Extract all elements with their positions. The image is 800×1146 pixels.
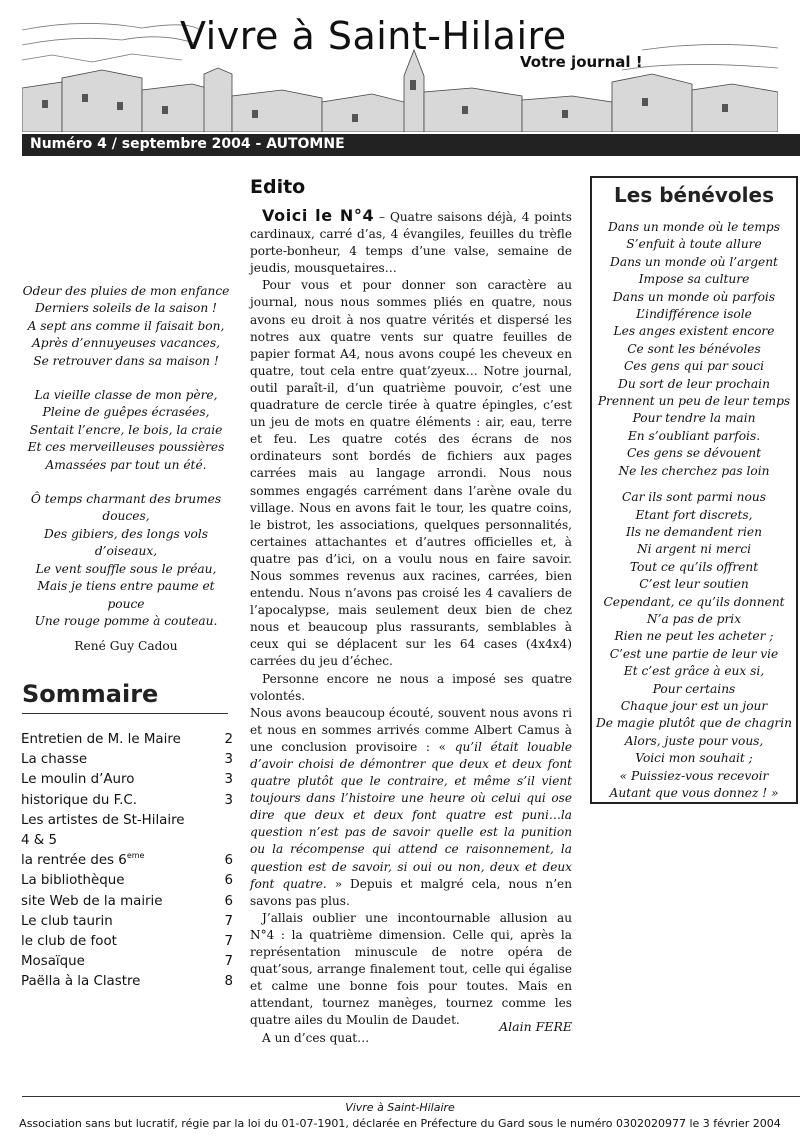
edito-signature: Alain FERE [499, 1019, 572, 1034]
poem-line: Se retrouver dans sa maison ! [33, 353, 219, 368]
toc-label: La chasse [21, 752, 88, 768]
toc-label: Le moulin d’Auro [21, 772, 135, 788]
poem-line: La vieille classe de mon père, [34, 388, 218, 403]
edito-body [250, 207, 572, 1047]
toc-label: le club de foot [21, 933, 117, 949]
footer-legal-notice: Association sans but lucratif, régie par la loi du 01-07-1901, déclarée en Préfecture du Gard sous le numéro 0302020977 le 3 février 2004 [19, 1117, 781, 1130]
toc-row[interactable] [21, 750, 233, 770]
poem-line: Voici mon souhait ; [635, 751, 753, 766]
poem-line: L’indifférence isole [636, 307, 752, 322]
poem-line: Dans un monde où le temps [608, 220, 780, 234]
toc-label-text: la rentrée des 6 [21, 853, 127, 869]
toc-row[interactable] [21, 730, 233, 750]
poem-line: Car ils sont parmi nous [622, 490, 766, 505]
sommaire-title: Sommaire [22, 680, 159, 708]
poem-stanza [20, 283, 232, 370]
poem-line: Autant que vous donnez ! » [609, 786, 779, 800]
edito-paragraph: Personne encore ne nous a imposé ses quatre volontés. [250, 671, 572, 703]
poem-line: Ils ne demandent rien [626, 524, 762, 539]
toc-page: 3 [224, 792, 233, 808]
footer-divider [22, 1096, 800, 1097]
poem-author: René Guy Cadou [74, 639, 178, 654]
poem-line: Chaque jour est un jour [620, 698, 768, 713]
toc-row[interactable] [21, 871, 233, 891]
poem-line: Des gibiers, des longs vols [43, 526, 209, 541]
poem-line: « Puissiez-vous recevoir [619, 768, 769, 783]
edito-paragraph [250, 207, 572, 277]
masthead-title: Vivre à Saint-Hilaire [180, 14, 567, 58]
toc-page: 3 [224, 752, 233, 768]
poem-line: Et ces merveilleuses poussières [27, 440, 225, 455]
toc-row[interactable] [21, 972, 233, 992]
poem-line: C’est leur soutien [639, 577, 749, 592]
poem-line: Rien ne peut les acheter ; [614, 629, 774, 644]
toc-label: Paëlla à la Clastre [21, 974, 141, 990]
poem-line: douces, [102, 509, 150, 524]
toc-row[interactable] [21, 952, 233, 972]
toc-label: historique du F.C. [21, 792, 137, 808]
edito-paragraph: J’allais oublier une incontournable allusion au N°4 : la quatrième dimension. Celle qui, après la représentation minuscule de notre opéra de quat’sous, arrange finalement tout, celle qui égalise et calme une bonne fois pour toutes. Mais en attendant, tournez manèges, tournez comme les quatre ailes du Moulin de Daudet. [250, 910, 572, 1028]
toc-row[interactable] [21, 811, 233, 831]
poem-line: Impose sa culture [638, 272, 750, 287]
benevoles-box [590, 176, 798, 804]
poem-line: C’est une partie de leur vie [609, 646, 779, 661]
poem-line: Ces gens se dévouent [626, 446, 762, 461]
toc-row[interactable] [21, 851, 233, 871]
toc-label: site Web de la mairie [21, 893, 163, 909]
table-of-contents [21, 730, 233, 992]
poem-line: Ces gens qui par souci [623, 359, 764, 374]
poem-line: Pleine de guêpes écrasées, [42, 405, 210, 420]
poem-line: Du sort de leur prochain [618, 376, 770, 391]
toc-row[interactable] [21, 831, 233, 851]
issue-label: Numéro 4 / septembre 2004 - AUTOMNE [30, 136, 345, 152]
toc-label: Entretien de M. le Maire [21, 732, 181, 747]
toc-page: 7 [224, 933, 233, 949]
poem-stanza [20, 491, 232, 630]
toc-row[interactable] [21, 932, 233, 952]
poem-line: Cependant, ce qu’ils donnent [603, 594, 785, 609]
poem-stanza [592, 219, 796, 480]
poem-line: Le vent souffle sous le préau, [35, 561, 217, 576]
benevoles-title: Les bénévoles [614, 183, 774, 207]
toc-label: La bibliothèque [21, 873, 125, 889]
poem-line: Odeur des pluies de mon enfance [22, 284, 230, 298]
footer-title: Vivre à Saint-Hilaire [345, 1101, 455, 1114]
poem-line: Alors, juste pour vous, [624, 733, 764, 748]
poem-line: Tout ce qu’ils offrent [629, 559, 759, 574]
poem-stanza [20, 387, 232, 474]
toc-label-superscript: eme [126, 851, 145, 861]
edito-text: Nous avons beaucoup écouté, souvent nous avons ri et nous en sommes arrivés comme Albert Camus à une conclusion provisoire : « [250, 705, 572, 754]
edito-paragraph: Pour vous et pour donner son caractère au journal, nous nous sommes pliés en quatre, nous avons eu droit à nos quatre vérités et dispersé les notres aux quatre vents sur quatre feuilles de papier format A4, nous avons coupé les cheveux en quatre, tout cela entre quat’zyeux… Notre journal, outil paraît-il, d’un quatrième pouvoir, c’est une quadrature de cercle tirée à quatre épingles, c’est un jeu de mots en quatre éléments : air, eau, terre et feu. Les quatre cotés des écrans de nos ordinateurs sont bordés de fichiers aux pages carrées mais au langage arrondi. Nous nous sommes engagés carrément dans l’arène ovale du village. Nous en avons fait le tour, les quatre coins, le bistrot, les associations, quelques personnalités, certaines attachantes et d’autres officielles et, à quatre pas d’ici, on a voulu nous en faire savoir. Nous sommes revenus aux racines, carrées, bien entendu. Nous n’avons pas croisé les 4 cavaliers de l’apocalypse, mais seulement deux bien de chez nous et beaucoup plus rassurants, semblables à ceux qui se déplacent sur les 64 cases (4x4x4) carrées du jeu d’échec. [250, 278, 572, 669]
poem-line: S’enfuit à toute allure [626, 237, 762, 252]
toc-page: 6 [224, 893, 233, 909]
poem-line: N’a pas de prix [646, 611, 742, 626]
toc-row[interactable] [21, 912, 233, 932]
autumn-poem [20, 283, 232, 656]
toc-page: 3 [224, 772, 233, 788]
poem-line: Après d’ennuyeuses vacances, [31, 336, 220, 351]
toc-label: Le club taurin [21, 913, 113, 929]
poem-line: A sept ans comme il faisait bon, [27, 318, 225, 333]
edito-paragraph: A un d’ces quat… [262, 1030, 370, 1045]
toc-page: 8 [224, 974, 233, 990]
toc-row[interactable] [21, 770, 233, 790]
poem-line: Pour tendre la main [632, 411, 756, 426]
issue-bar [22, 134, 800, 156]
poem-line: Les anges existent encore [613, 324, 775, 339]
toc-row[interactable] [21, 892, 233, 912]
poem-line: Ô temps charmant des brumes [30, 492, 222, 507]
toc-label: Les artistes de St-Hilaire [21, 812, 185, 828]
edito-title: Edito [250, 176, 306, 198]
camus-quote: qu’il était louable d’avoir choisi de démontrer que deux et deux font quatre plutôt que le contraire, et même s’il vient toujours dans l’histoire une heure où celui qui ose dire que deux et deux font quatre est puni…la question n’est pas de savoir quelle est la punition ou la récompense qui attend ce raisonnement, la question est de savoir, si oui ou non, deux et deux font quatre. [250, 739, 572, 891]
toc-label: Mosaïque [21, 954, 85, 970]
poem-line: Ce sont les bénévoles [627, 341, 761, 356]
poem-line: Une rouge pomme à couteau. [34, 613, 218, 628]
toc-label [21, 851, 144, 871]
poem-line: Dans un monde où parfois [612, 289, 776, 304]
poem-line: Amassées par tout un été. [45, 457, 207, 472]
poem-line: Derniers soleils de la saison ! [35, 301, 217, 316]
toc-page: 7 [224, 954, 233, 970]
poem-line: Dans un monde où l’argent [610, 254, 778, 269]
sommaire-divider [22, 713, 228, 714]
poem-line: Pour certains [652, 681, 736, 696]
toc-page: 7 [224, 913, 233, 929]
edito-text: – Quatre saisons déjà, 4 points cardinaux, carré d’as, 4 évangiles, feuilles du trèfle porte-bonheur, 4 temps d’une valse, semaine de jeudis, mousquetaires… [250, 210, 573, 276]
poem-line: Mais je tiens entre paume et pouce [37, 579, 215, 611]
masthead-tagline: Votre journal ! [520, 53, 643, 71]
poem-line: Ne les cherchez pas loin [618, 463, 770, 478]
edito-lead: Voici le N°4 [262, 206, 375, 225]
poem-line: Etant fort discrets, [635, 507, 753, 522]
poem-line: Et c’est grâce à eux si, [623, 664, 765, 679]
poem-line: d’oiseaux, [94, 544, 158, 559]
poem-line: Sentait l’encre, le bois, la craie [29, 422, 223, 437]
toc-label: 4 & 5 [21, 832, 57, 848]
benevoles-poem [592, 219, 796, 811]
poem-stanza [592, 489, 796, 802]
edito-paragraph [250, 705, 572, 910]
toc-page: 2 [224, 732, 233, 747]
toc-page: 6 [224, 853, 233, 869]
masthead [22, 10, 778, 132]
poem-line: De magie plutôt que de chagrin [596, 716, 792, 731]
toc-page: 6 [224, 873, 233, 889]
toc-row[interactable] [21, 791, 233, 811]
poem-line: En s’oubliant parfois. [627, 428, 761, 443]
edito-text: » Depuis et malgré cela, nous n’en savons pas plus. [250, 876, 572, 908]
poem-line: Prennent un peu de leur temps [597, 394, 791, 409]
poem-line: Ni argent ni merci [636, 542, 752, 557]
